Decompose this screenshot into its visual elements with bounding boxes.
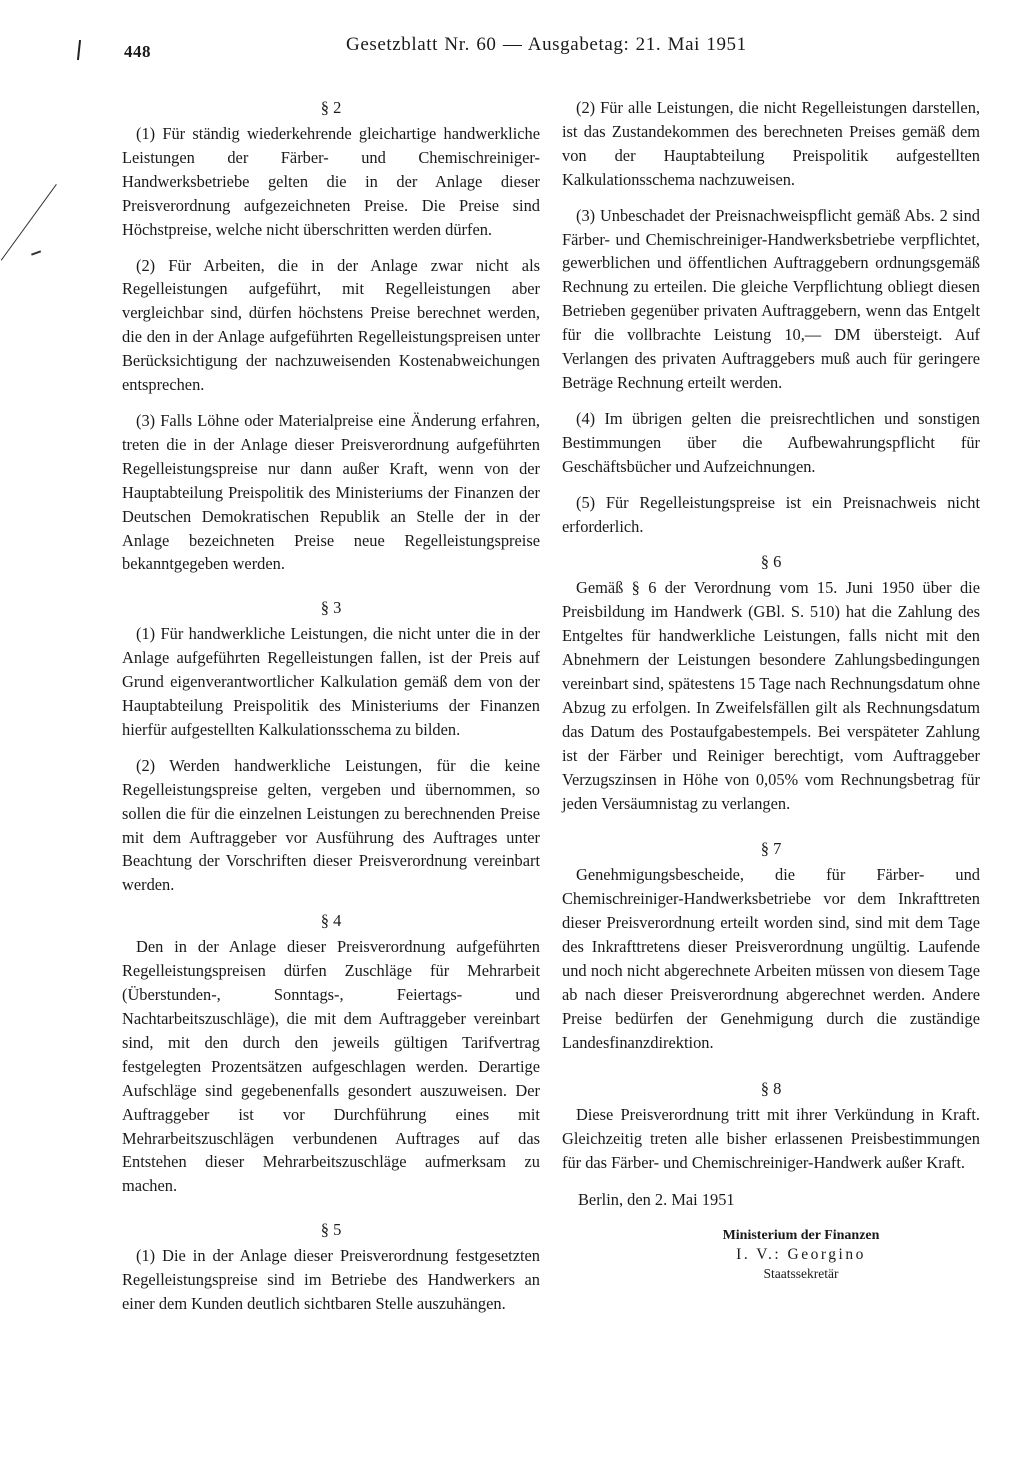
section-heading: § 5 — [320, 1220, 342, 1240]
page-number: 448 — [124, 42, 151, 61]
section-8 — [562, 1077, 980, 1175]
section-heading: § 6 — [760, 552, 782, 572]
left-column — [122, 96, 540, 1328]
paragraph: Gemäß § 6 der Verordnung vom 15. Juni 1950 über die Preisbildung im Handwerk (GBl. S. 510) hat die Zahlung des Entgeltes für handwerkliche Leistungen, falls nicht mit den Abnehmern der Leistungen besondere Zahlungsbedingungen vereinbart sind, spätestens 15 Tage nach Rechnungsdatum ohne Abzug zu erfolgen. In Zweifelsfällen gilt als Rechnungsdatum das Datum des Postaufgabestempels. Bei verspäteter Zahlung ist der Färber und Reiniger berechtigt, vom Auftraggeber Verzugszinsen in Höhe von 0,05% vom Rechnungsbetrag für jeden Versäumnistag zu verlangen. — [562, 578, 980, 813]
section-heading: § 4 — [320, 911, 342, 931]
paragraph: (3) Falls Löhne oder Materialpreise eine Änderung erfahren, treten die in der Anlage dieser Preisverordnung aufgeführten Regelleistungspreise nur dann außer Kraft, wenn von der Hauptabteilung Preispolitik des Ministeriums der Finanzen der Deutschen Demokratischen Republik an Stelle der in der Anlage bezeichneten Preise neue Regelleistungspreise bekanntgegeben werden. — [122, 410, 540, 574]
paragraph: (1) Die in der Anlage dieser Preisverordnung festgesetzten Regelleistungspreise sind im Betriebe des Handwerkers an einer dem Kunden deutlich sichtbaren Stelle auszuhängen. — [122, 1246, 540, 1314]
section-2 — [122, 96, 540, 576]
paragraph: (1) Für handwerkliche Leistungen, die nicht unter die in der Anlage aufgeführten Regelleistungen fallen, ist der Preis auf Grund eigenverantwortlicher Kalkulation gemäß dem von der Hauptabteilung Preispolitik des Ministeriums der Finanzen hierfür aufgestellten Kalkulationsschema zu bilden. — [122, 624, 540, 739]
paragraph: Genehmigungsbescheide, die für Färber- und Chemischreiniger-Handwerksbetriebe vor dem Inkrafttreten dieser Preisverordnung erteilt worden sind, sind mit dem Tage des Inkrafttretens dieser Preisverordnung ungültig. Laufende und noch nicht abgerechnete Arbeiten müssen von diesem Tage ab nach dieser Preisverordnung abgerechnet werden. Andere Preise bedürfen der Genehmigung durch die zuständige Landesfinanzdirektion. — [562, 865, 980, 1052]
section-6 — [562, 550, 980, 815]
gazette-title: Gesetzblatt Nr. 60 — Ausgabetag: 21. Mai 1951 — [346, 34, 747, 55]
section-7 — [562, 837, 980, 1054]
place-and-date: Berlin, den 2. Mai 1951 — [578, 1190, 735, 1210]
paragraph: (3) Unbeschadet der Preisnachweispflicht gemäß Abs. 2 sind Färber- und Chemischreiniger-Handwerksbetriebe verpflichtet, gewerblichen und öffentlichen Auftraggebern ordnungsgemäß Rechnung zu erteilen. Die gleiche Verpflichtung obliegt diesen Betrieben gegenüber privaten Auftraggebern, wenn das Entgelt für die vollbrachte Leistung 10,— DM übersteigt. Auf Verlangen des privaten Auftraggebers muß auch für geringere Beträge Rechnung erteilt werden. — [562, 205, 980, 392]
paragraph: (2) Für Arbeiten, die in der Anlage zwar nicht als Regelleistungen aufgeführt, mit Regelleistungen aber vergleichbar sind, dürfen höchstens Preise berechnet werden, die den in der Anlage aufgeführten Regelleistungspreisen unter Berücksichtigung der nachzuweisenden Kostenabweichungen entsprechen. — [122, 255, 540, 395]
signatory-name: I. V.: Georgino — [736, 1246, 866, 1264]
paragraph: (2) Werden handwerkliche Leistungen, für die keine Regelleistungspreise gelten, vergeben und übernommen, so sollen die für die einzelnen Leistungen zu berechnenden Preise mit dem Auftraggeber vor Ausführung des Auftrages unter Beachtung der Vorschriften dieser Preisverordnung vereinbart werden. — [122, 755, 540, 895]
margin-pen-hook — [31, 250, 41, 255]
paragraph: Diese Preisverordnung tritt mit ihrer Verkündung in Kraft. Gleichzeitig treten alle bisher erlassenen Preisbestimmungen für das Färber- und Chemischreiniger-Handwerk außer Kraft. — [562, 1104, 980, 1172]
section-5 — [122, 1218, 540, 1316]
section-5-continued — [562, 96, 980, 538]
paragraph: (5) Für Regelleistungspreise ist ein Preisnachweis nicht erforderlich. — [562, 492, 980, 536]
section-heading: § 3 — [320, 598, 342, 618]
section-heading: § 7 — [760, 839, 782, 859]
signature-block — [622, 1226, 980, 1283]
page-header — [0, 34, 1024, 64]
section-heading: § 8 — [760, 1078, 782, 1098]
section-4 — [122, 909, 540, 1198]
section-heading: § 2 — [320, 98, 342, 117]
paragraph: Den in der Anlage dieser Preisverordnung aufgeführten Regelleistungspreisen dürfen Zuschläge für Mehrarbeit (Überstunden-, Sonntags-, Feiertags- und Nachtarbeitszuschläge), die mit dem Auftraggeber vereinbart sind, mit den durch den jeweils gültigen Tarifvertrag festgelegten Prozentsätzen aufgeschlagen werden. Derartige Aufschläge sind gegebenenfalls gesondert auszuweisen. Der Auftraggeber ist vor Durchführung eines mit Mehrarbeitszuschlägen verbundenen Auftrages auf das Entstehen dieser Mehrarbeitszuschläge aufmerksam zu machen. — [122, 937, 540, 1196]
paragraph: (4) Im übrigen gelten die preisrechtlichen und sonstigen Bestimmungen über die Aufbewahrungspflicht für Geschäftsbücher und Aufzeichnungen. — [562, 408, 980, 476]
section-3 — [122, 596, 540, 897]
margin-pen-stroke — [1, 184, 57, 261]
paragraph: (2) Für alle Leistungen, die nicht Regelleistungen darstellen, ist das Zustandekommen des berechneten Preises gemäß dem von der Hauptabteilung Preispolitik aufgestellten Kalkulationsschema nachzuweisen. — [562, 98, 980, 189]
ministry-name: Ministerium der Finanzen — [722, 1228, 880, 1244]
signatory-role: Staatssekretär — [763, 1266, 839, 1282]
paragraph: (1) Für ständig wiederkehrende gleichartige handwerkliche Leistungen der Färber- und Chemischreiniger-Handwerksbetriebe gelten die in der Anlage dieser Preisverordnung aufgezeichneten Preise. Die Preise sind Höchstpreise, welche nicht überschritten werden dürfen. — [122, 124, 540, 239]
right-column — [562, 96, 980, 1283]
